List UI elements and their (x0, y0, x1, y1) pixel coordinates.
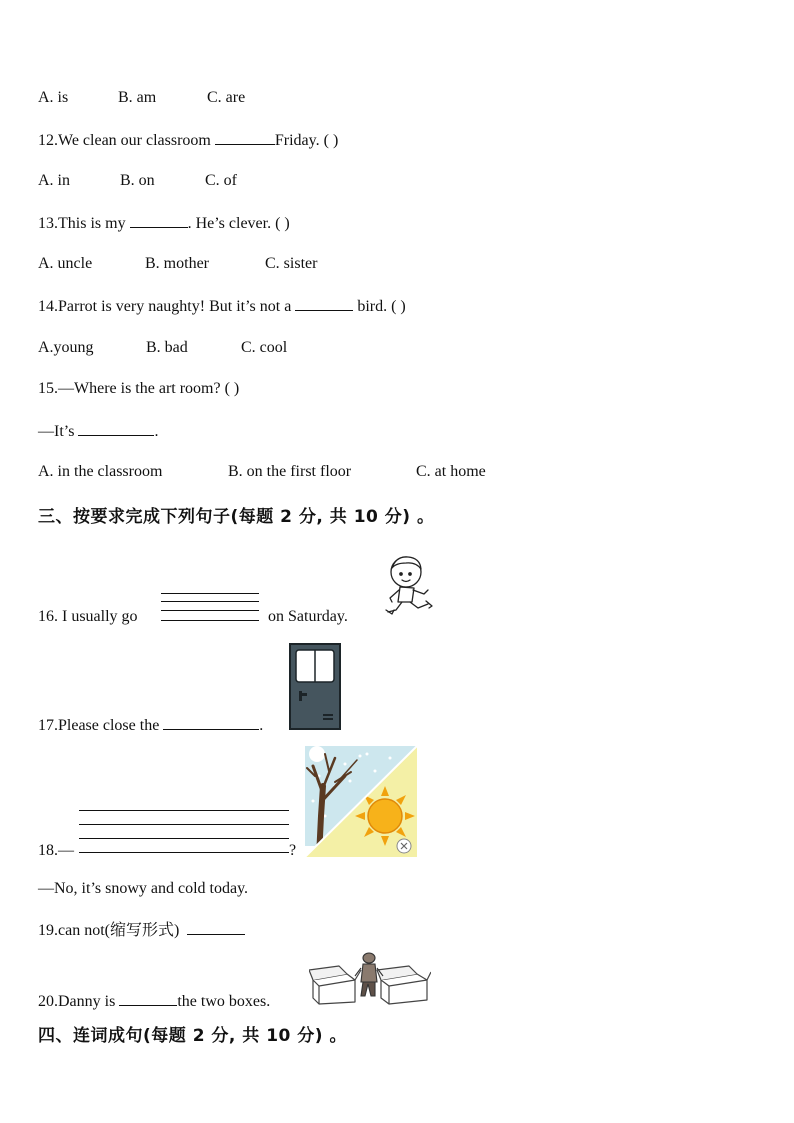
section-4-title: 四、连词成句(每题 2 分, 共 10 分) 。 (38, 1026, 347, 1046)
q13-option-c: C. sister (265, 255, 318, 272)
q16-post: on Saturday. (268, 608, 348, 625)
q15-option-c: C. at home (416, 463, 486, 480)
q13-blank[interactable] (130, 213, 188, 228)
boxes-icon (309, 950, 431, 1006)
q18-writing-line-3[interactable] (79, 838, 289, 839)
q15-option-a: A. in the classroom (38, 463, 163, 480)
q11-option-a: A. is (38, 89, 69, 106)
q18-writing-line-2[interactable] (79, 824, 289, 825)
question-15 (38, 379, 239, 399)
q17-text-post: . (259, 717, 264, 734)
winter-summer-icon (305, 746, 417, 857)
q18-answer: —No, it’s snowy and cold today. (38, 880, 249, 897)
q14-option-a: A.young (38, 339, 94, 356)
q13-options (38, 254, 318, 274)
q14-text-pre: 14.Parrot is very naughty! But it’s not a (38, 298, 296, 315)
q20-blank[interactable] (119, 991, 177, 1006)
question-17 (38, 715, 263, 736)
q15-answer (38, 421, 158, 442)
q11-option-b: B. am (118, 89, 157, 106)
question-12 (38, 130, 338, 151)
running-boy-icon (382, 552, 440, 622)
door-icon (289, 643, 341, 730)
q20-text-pre: 20.Danny is (38, 993, 120, 1010)
q18-post: ? (289, 842, 297, 859)
q15-question: 15.—Where is the art room? ( ) (38, 380, 240, 397)
q12-options (38, 171, 237, 191)
q16-pre: 16. I usually go (38, 608, 138, 625)
q11-option-c: C. are (207, 89, 246, 106)
q13-text-pre: 13.This is my (38, 215, 130, 232)
q20-text-post: the two boxes. (177, 993, 271, 1010)
q18-writing-line-4[interactable] (79, 852, 289, 853)
q16-writing-line-3[interactable] (161, 610, 259, 611)
q16-writing-line-2[interactable] (161, 601, 259, 602)
q15-answer-post: . (154, 423, 159, 440)
q14-option-c: C. cool (241, 339, 288, 356)
q16-writing-line-4[interactable] (161, 620, 259, 621)
q13-text-post: . He’s clever. ( ) (187, 215, 290, 232)
q15-blank[interactable] (78, 421, 154, 436)
q14-options (38, 338, 288, 358)
question-19 (38, 920, 245, 941)
q14-text-post: bird. ( ) (353, 298, 406, 315)
q12-text-post: Friday. ( ) (274, 132, 339, 149)
question-13 (38, 213, 290, 234)
q17-text-pre: 17.Please close the (38, 717, 164, 734)
q18-writing-line-1[interactable] (79, 810, 289, 811)
question-14 (38, 296, 406, 317)
q15-answer-pre: —It’s (38, 423, 79, 440)
q14-blank[interactable] (295, 296, 353, 311)
q13-option-a: A. uncle (38, 255, 93, 272)
q12-option-b: B. on (120, 172, 155, 189)
q12-blank[interactable] (215, 130, 275, 145)
section-3-title: 三、按要求完成下列句子(每题 2 分, 共 10 分) 。 (38, 507, 435, 527)
q15-options (38, 462, 486, 482)
q16-writing-line-1[interactable] (161, 593, 259, 594)
q19-text: 19.can not(缩写形式) (38, 922, 180, 939)
q17-blank[interactable] (163, 715, 259, 730)
question-20 (38, 991, 270, 1012)
q19-blank[interactable] (187, 920, 245, 935)
q12-text-pre: 12.We clean our classroom (38, 132, 215, 149)
q14-option-b: B. bad (146, 339, 188, 356)
q12-option-c: C. of (205, 172, 237, 189)
q11-options (38, 88, 246, 108)
q18-pre: 18.— (38, 842, 74, 859)
q12-option-a: A. in (38, 172, 70, 189)
q15-option-b: B. on the first floor (228, 463, 352, 480)
q13-option-b: B. mother (145, 255, 209, 272)
